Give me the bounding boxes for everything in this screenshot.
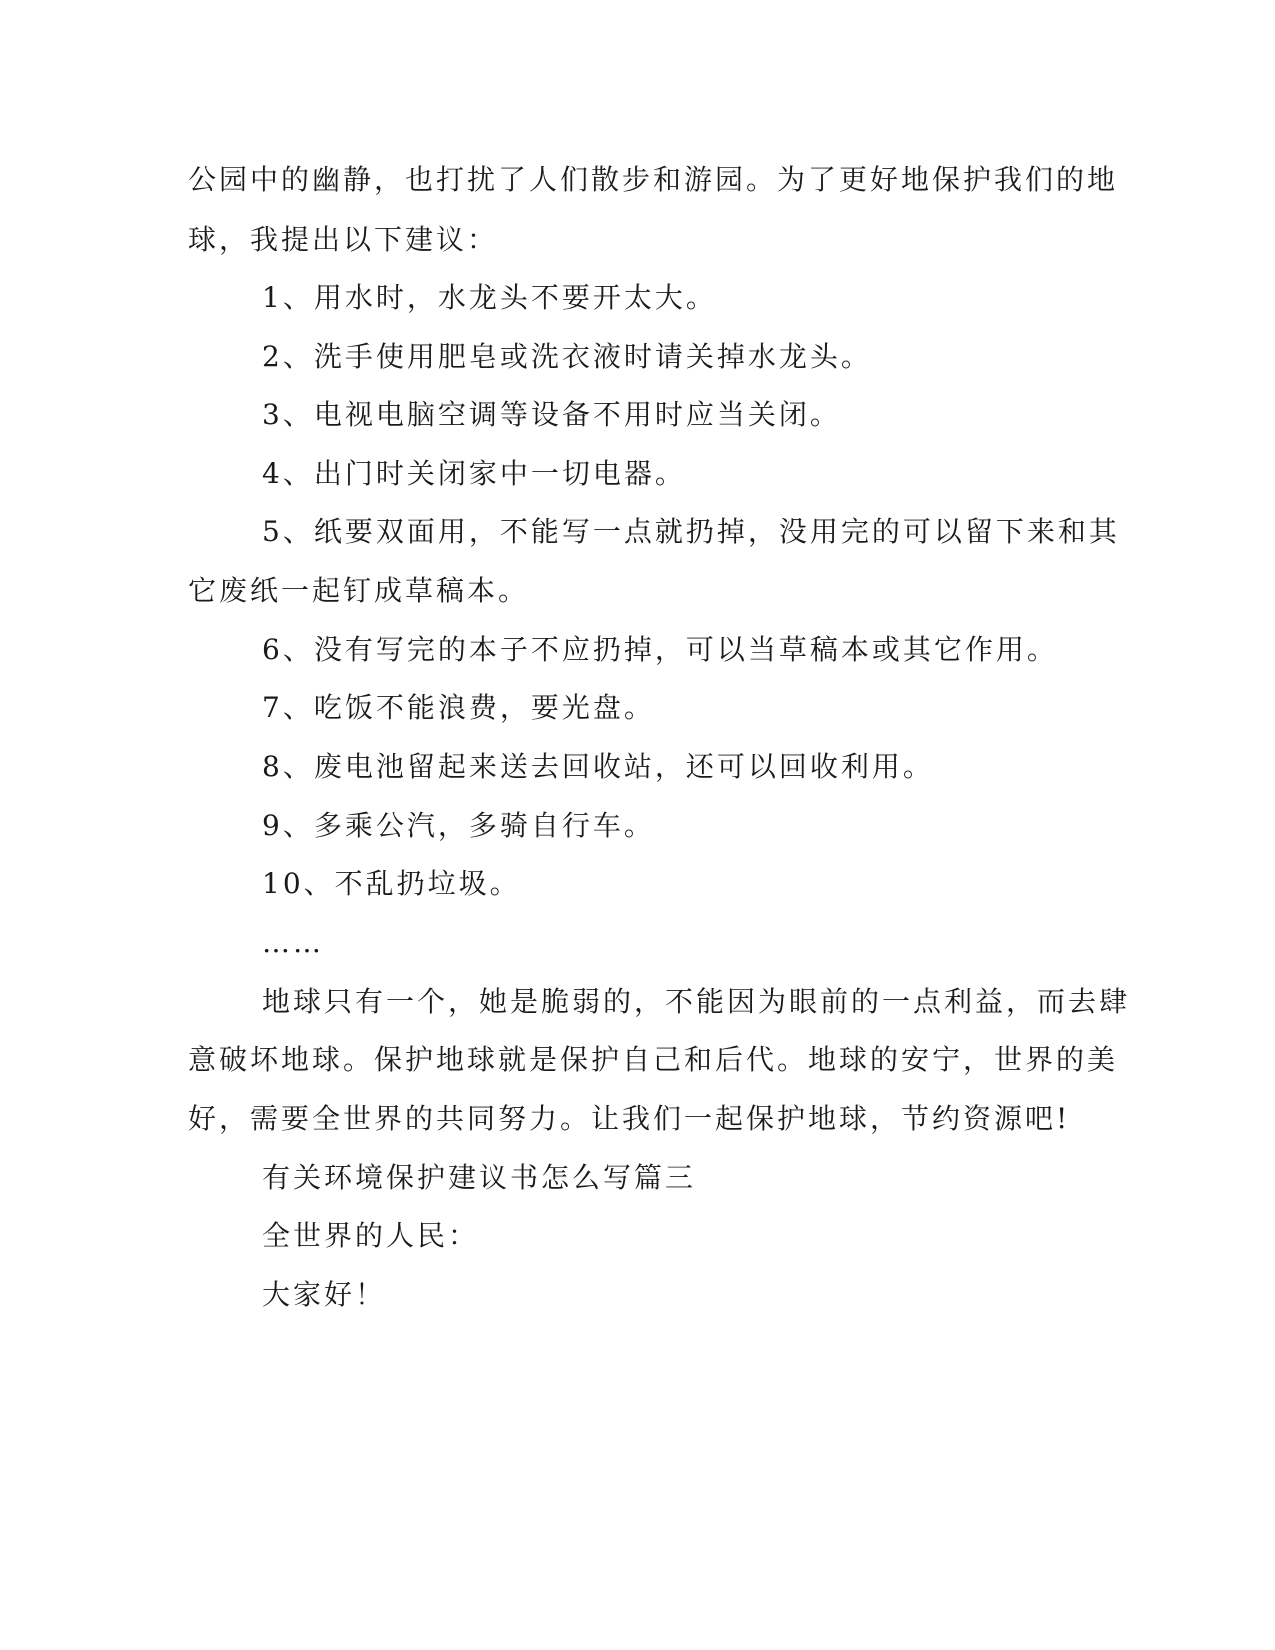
suggestion-item-3: 3、电视电脑空调等设备不用时应当关闭。 [262, 398, 841, 431]
closing-paragraph-line-3: 好，需要全世界的共同努力。让我们一起保护地球，节约资源吧! [188, 1102, 1071, 1135]
suggestion-item-10: 10、不乱扔垃圾。 [262, 867, 521, 900]
suggestion-item-5-continued: 它废纸一起钉成草稿本。 [188, 574, 530, 607]
suggestion-item-9: 9、多乘公汽，多骑自行车。 [262, 809, 655, 842]
suggestion-item-6: 6、没有写完的本子不应扔掉，可以当草稿本或其它作用。 [262, 633, 1058, 666]
suggestion-item-8: 8、废电池留起来送去回收站，还可以回收利用。 [262, 750, 934, 783]
ellipsis: …… [262, 926, 324, 959]
paragraph-line-1: 公园中的幽静，也打扰了人们散步和游园。为了更好地保护我们的地 [188, 163, 1119, 196]
salutation: 全世界的人民： [262, 1219, 480, 1252]
suggestion-item-2: 2、洗手使用肥皂或洗衣液时请关掉水龙头。 [262, 340, 872, 373]
suggestion-item-4: 4、出门时关闭家中一切电器。 [262, 457, 686, 490]
section-title: 有关环境保护建议书怎么写篇三 [262, 1161, 697, 1194]
closing-paragraph-line-2: 意破坏地球。保护地球就是保护自己和后代。地球的安宁，世界的美 [188, 1043, 1119, 1076]
greeting: 大家好！ [262, 1278, 387, 1311]
suggestion-item-5: 5、纸要双面用，不能写一点就扔掉，没用完的可以留下来和其 [262, 515, 1120, 548]
paragraph-line-2: 球，我提出以下建议： [188, 223, 499, 256]
suggestion-item-7: 7、吃饭不能浪费，要光盘。 [262, 691, 655, 724]
closing-paragraph-line-1: 地球只有一个，她是脆弱的，不能因为眼前的一点利益，而去肆 [262, 985, 1131, 1018]
suggestion-item-1: 1、用水时，水龙头不要开太大。 [262, 281, 717, 314]
